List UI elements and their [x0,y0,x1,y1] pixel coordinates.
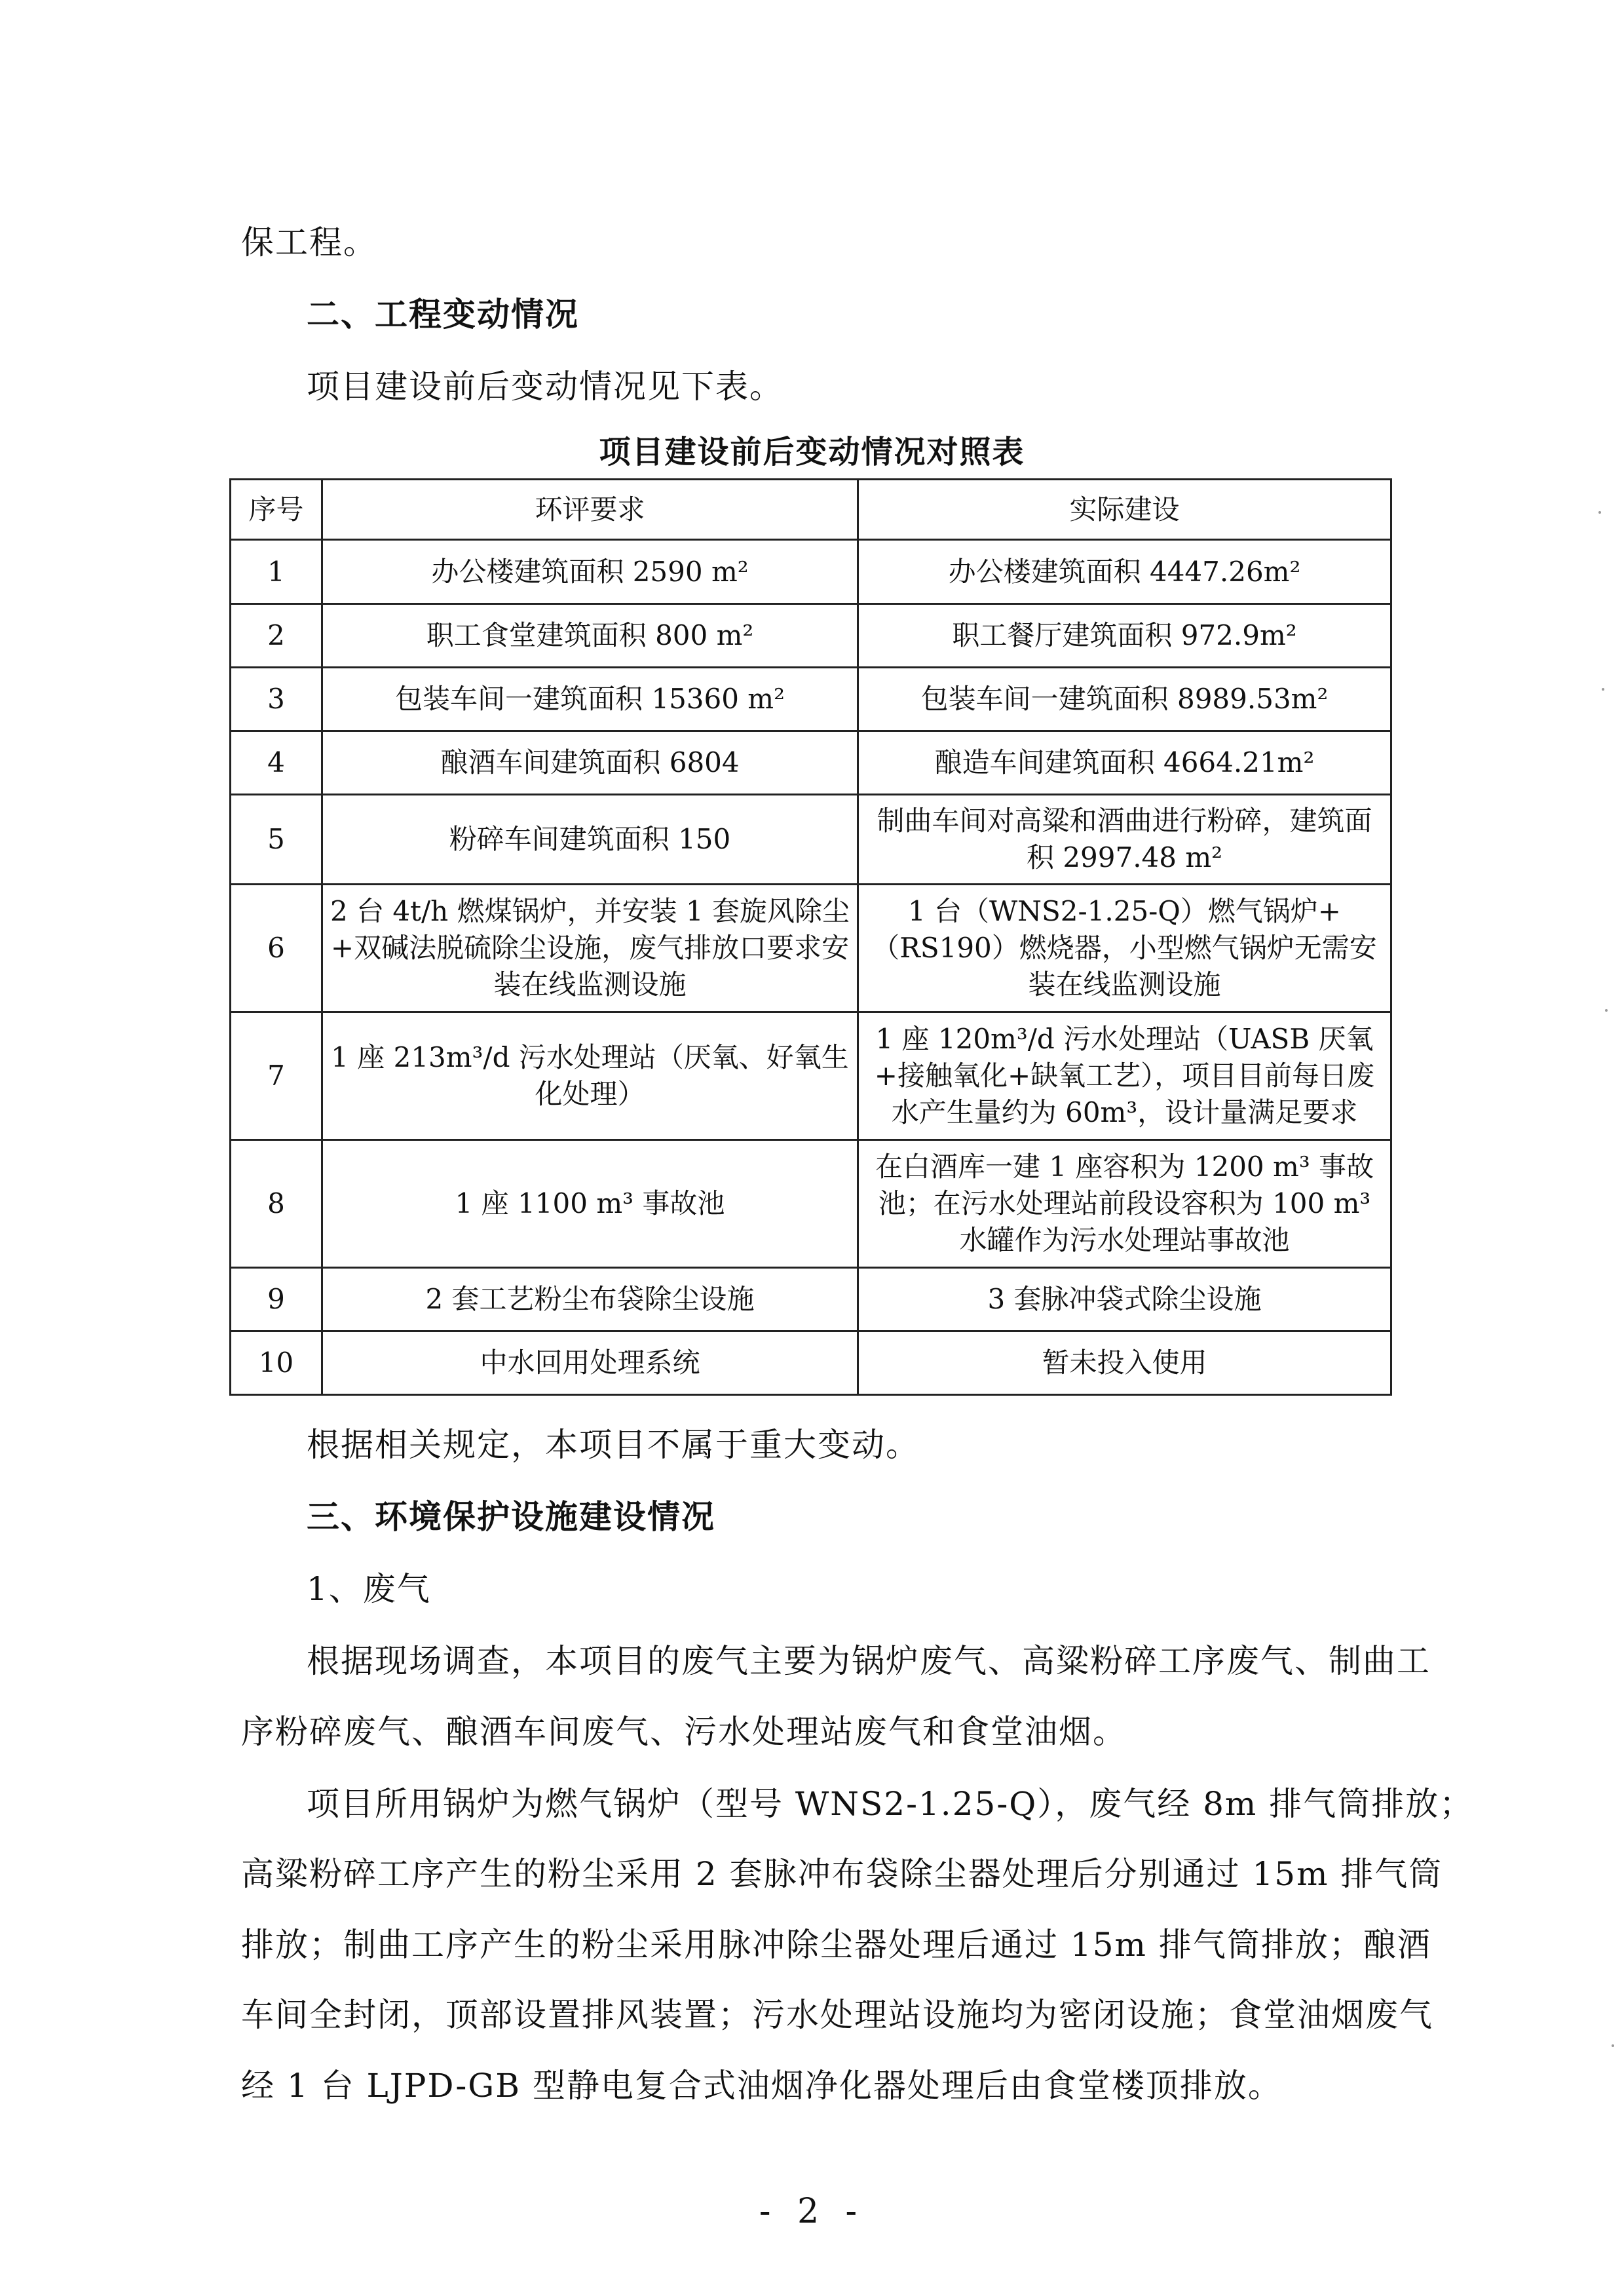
table-row [231,668,1391,731]
scan-speck [1602,688,1604,691]
cell-index: 8 [231,1140,322,1268]
scan-speck [1598,511,1601,514]
cell-index: 2 [231,604,322,668]
paragraph-1-line: 序粉碎废气、酿酒车间废气、污水处理站废气和食堂油烟。 [241,1713,1127,1751]
subsection-1-title: 1、废气 [307,1570,431,1608]
cell-index: 5 [231,795,322,885]
paragraph-2-line: 项目所用锅炉为燃气锅炉（型号 WNS2-1.25-Q），废气经 8m 排气筒排放； [307,1785,1474,1823]
cell-actual: 酿造车间建筑面积 4664.21m² [858,731,1391,795]
cell-requirement: 酿酒车间建筑面积 6804 [322,731,858,795]
cell-requirement: 中水回用处理系统 [322,1331,858,1395]
table-row [231,540,1391,604]
cell-actual: 包装车间一建筑面积 8989.53m² [858,668,1391,731]
section-2-title: 二、工程变动情况 [307,296,579,334]
lead-text: 保工程。 [241,223,377,261]
table-intro: 项目建设前后变动情况见下表。 [307,368,784,406]
header-actual: 实际建设 [858,480,1391,540]
cell-actual: 办公楼建筑面积 4447.26m² [858,540,1391,604]
table-row [231,795,1391,885]
header-index: 序号 [231,480,322,540]
header-requirement: 环评要求 [322,480,858,540]
cell-actual: 在白酒库一建 1 座容积为 1200 m³ 事故池；在污水处理站前段设容积为 100 m³ 水罐作为污水处理站事故池 [858,1140,1391,1268]
cell-requirement: 2 台 4t/h 燃煤锅炉，并安装 1 套旋风除尘+双碱法脱硫除尘设施，废气排放口要求安装在线监测设施 [322,885,858,1012]
table-row [231,1140,1391,1268]
table-row [231,1331,1391,1395]
comparison-table [229,478,1392,1396]
cell-requirement: 办公楼建筑面积 2590 m² [322,540,858,604]
cell-requirement: 粉碎车间建筑面积 150 [322,795,858,885]
cell-actual: 1 台（WNS2-1.25-Q）燃气锅炉+（RS190）燃烧器，小型燃气锅炉无需安装在线监测设施 [858,885,1391,1012]
paragraph-2-line: 排放；制曲工序产生的粉尘采用脉冲除尘器处理后通过 15m 排气筒排放；酿酒 [241,1926,1431,1964]
paragraph-2-line: 高粱粉碎工序产生的粉尘采用 2 套脉冲布袋除尘器处理后分别通过 15m 排气筒 [241,1855,1443,1893]
cell-actual: 制曲车间对高粱和酒曲进行粉碎，建筑面积 2997.48 m² [858,795,1391,885]
table-row [231,731,1391,795]
table-row [231,885,1391,1012]
page-number: - 2 - [759,2192,865,2231]
cell-requirement: 职工食堂建筑面积 800 m² [322,604,858,668]
cell-requirement: 2 套工艺粉尘布袋除尘设施 [322,1268,858,1331]
table-title: 项目建设前后变动情况对照表 [599,434,1025,470]
cell-requirement: 1 座 1100 m³ 事故池 [322,1140,858,1268]
cell-requirement: 1 座 213m³/d 污水处理站（厌氧、好氧生化处理） [322,1012,858,1140]
conclusion-text: 根据相关规定，本项目不属于重大变动。 [307,1426,920,1464]
table-row [231,1268,1391,1331]
cell-index: 6 [231,885,322,1012]
paragraph-2-line: 车间全封闭，顶部设置排风装置；污水处理站设施均为密闭设施；食堂油烟废气 [241,1996,1433,2034]
cell-index: 3 [231,668,322,731]
cell-actual: 职工餐厅建筑面积 972.9m² [858,604,1391,668]
cell-actual: 暂未投入使用 [858,1331,1391,1395]
cell-actual: 1 座 120m³/d 污水处理站（UASB 厌氧+接触氧化+缺氧工艺），项目目前每日废水产生量约为 60m³，设计量满足要求 [858,1012,1391,1140]
section-3-title: 三、环境保护设施建设情况 [307,1498,715,1536]
scan-speck [1605,1009,1608,1012]
table-row [231,604,1391,668]
cell-index: 4 [231,731,322,795]
cell-index: 7 [231,1012,322,1140]
cell-actual: 3 套脉冲袋式除尘设施 [858,1268,1391,1331]
cell-index: 9 [231,1268,322,1331]
paragraph-2-line: 经 1 台 LJPD-GB 型静电复合式油烟净化器处理后由食堂楼顶排放。 [241,2067,1282,2105]
scan-speck [1612,2044,1614,2047]
cell-index: 10 [231,1331,322,1395]
table-row [231,1012,1391,1140]
cell-requirement: 包装车间一建筑面积 15360 m² [322,668,858,731]
table-header-row [231,480,1391,540]
cell-index: 1 [231,540,322,604]
paragraph-1-line: 根据现场调查，本项目的废气主要为锅炉废气、高粱粉碎工序废气、制曲工 [307,1642,1431,1680]
